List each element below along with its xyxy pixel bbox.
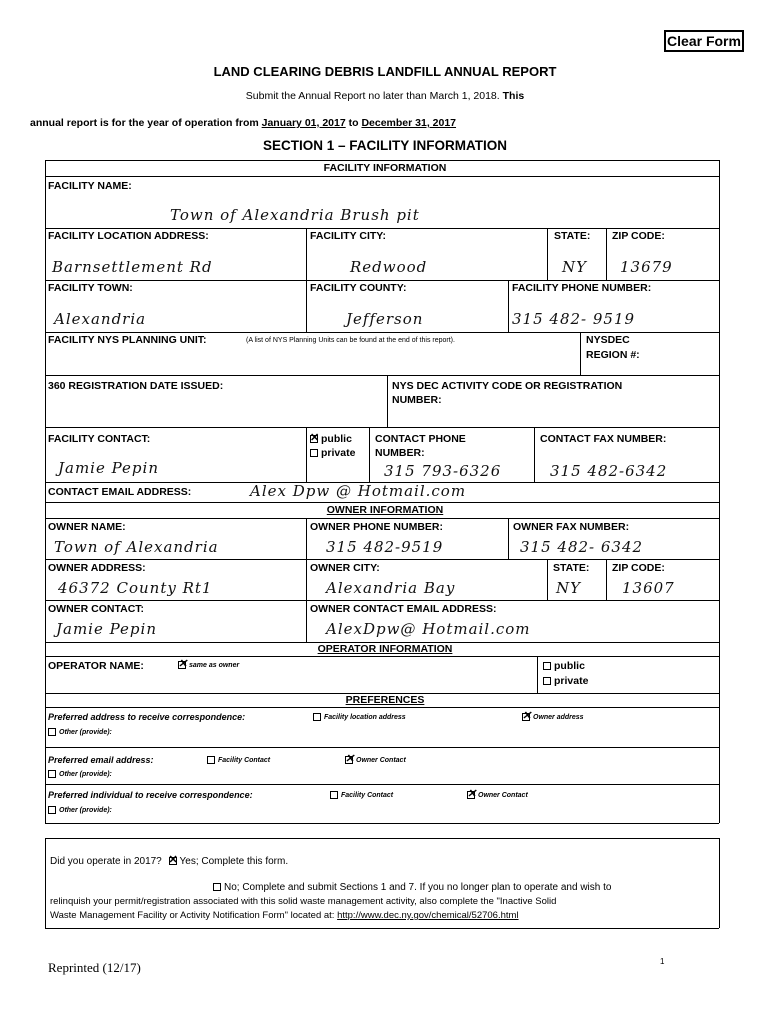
reg360-label: 360 REGISTRATION DATE ISSUED:: [48, 380, 224, 392]
owner-zip-label: ZIP CODE:: [612, 562, 665, 574]
same-as-owner-option[interactable]: ✕ same as owner: [178, 661, 239, 669]
reprinted-footer: Reprinted (12/17): [48, 960, 141, 975]
contact-fax-label: CONTACT FAX NUMBER:: [540, 433, 667, 445]
other-individual-checkbox[interactable]: [48, 806, 56, 814]
owner-address-checkbox[interactable]: [522, 713, 530, 721]
owner-state-label: STATE:: [553, 562, 590, 574]
owner-fax-field[interactable]: 315 482- 6342: [520, 538, 644, 556]
facility-county-field[interactable]: Jefferson: [346, 310, 424, 328]
owner-zip-field[interactable]: 13607: [622, 579, 675, 597]
contact-fax-field[interactable]: 315 482-6342: [550, 462, 668, 480]
contact-email-label: CONTACT EMAIL ADDRESS:: [48, 486, 192, 498]
operate-yes-text: Yes; Complete this form.: [179, 856, 289, 867]
pref-owner-address-option[interactable]: ✕ Owner address: [522, 713, 584, 721]
owner-address-label: OWNER ADDRESS:: [48, 562, 146, 574]
facility-zip-label: ZIP CODE:: [612, 230, 665, 242]
public-checkbox[interactable]: [310, 435, 318, 443]
facility-contact-field[interactable]: Jamie Pepin: [58, 459, 159, 477]
owner-name-field[interactable]: Town of Alexandria: [54, 538, 219, 556]
section-title: SECTION 1 – FACILITY INFORMATION: [262, 138, 507, 153]
year-of-operation: [30, 117, 456, 129]
year-to: December 31, 2017: [361, 117, 457, 129]
nysdec-label: NYSDEC: [586, 334, 630, 346]
owner-name-label: OWNER NAME:: [48, 521, 126, 533]
subtitle-text: Submit the Annual Report no later than March 1, 2018.: [245, 90, 500, 102]
pref-owner-contact-option[interactable]: ✕ Owner Contact: [345, 756, 406, 764]
owner-phone-field[interactable]: 315 482-9519: [326, 538, 444, 556]
contact-private-option[interactable]: private: [310, 447, 355, 459]
year-prefix: annual report is for the year of operation from: [30, 117, 259, 129]
subtitle-bold: This: [502, 90, 525, 102]
operate-yes-checkbox[interactable]: [169, 857, 177, 865]
facility-town-label: FACILITY TOWN:: [48, 282, 133, 294]
preferences-header: PREFERENCES: [345, 694, 425, 706]
clear-form-button[interactable]: Clear Form: [664, 30, 744, 52]
facility-county-label: FACILITY COUNTY:: [310, 282, 407, 294]
contact-phone-field[interactable]: 315 793-6326: [384, 462, 502, 480]
activity-code-label-2: NUMBER:: [392, 394, 442, 406]
region-label: REGION #:: [586, 349, 640, 361]
operator-info-header: OPERATOR INFORMATION: [317, 643, 453, 655]
owner-contact-checkbox[interactable]: [345, 756, 353, 764]
operator-public-option[interactable]: public: [543, 660, 585, 672]
year-from: January 01, 2017: [261, 117, 346, 129]
activity-code-label: NYS DEC ACTIVITY CODE OR REGISTRATION: [392, 380, 623, 392]
contact-public-option[interactable]: ✕public: [310, 433, 352, 445]
contact-email-field[interactable]: Alex Dpw @ Hotmail.com: [250, 482, 467, 500]
report-title: LAND CLEARING DEBRIS LANDFILL ANNUAL REPORT: [213, 64, 557, 79]
operator-private-checkbox[interactable]: [543, 677, 551, 685]
owner-fax-label: OWNER FAX NUMBER:: [513, 521, 630, 533]
private-checkbox[interactable]: [310, 449, 318, 457]
owner-state-field[interactable]: NY: [556, 579, 582, 597]
pref-address-question: Preferred address to receive correspondence:: [48, 712, 246, 722]
operator-private-option[interactable]: private: [543, 675, 588, 687]
facility-town-field[interactable]: Alexandria: [54, 310, 147, 328]
owner-contact-label: OWNER CONTACT:: [48, 603, 145, 615]
owner-phone-label: OWNER PHONE NUMBER:: [310, 521, 443, 533]
owner-contact2-checkbox[interactable]: [467, 791, 475, 799]
operate-no-line1: No; Complete and submit Sections 1 and 7. If you no longer plan to operate and wish to: [224, 882, 612, 893]
pref-other-address-option[interactable]: Other (provide):: [48, 728, 112, 736]
notification-form-link[interactable]: http://www.dec.ny.gov/chemical/52706.html: [337, 910, 519, 921]
same-as-owner-checkbox[interactable]: [178, 661, 186, 669]
owner-info-header: OWNER INFORMATION: [326, 504, 444, 516]
owner-email-label: OWNER CONTACT EMAIL ADDRESS:: [310, 603, 497, 615]
pref-individual-question: Preferred individual to receive correspondence:: [48, 790, 253, 800]
other-email-checkbox[interactable]: [48, 770, 56, 778]
pref-owner-contact2-option[interactable]: ✕ Owner Contact: [467, 791, 528, 799]
owner-city-field[interactable]: Alexandria Bay: [326, 579, 456, 597]
owner-email-field[interactable]: AlexDpw@ Hotmail.com: [326, 620, 531, 638]
operate-no-row: [213, 882, 611, 893]
facility-phone-label: FACILITY PHONE NUMBER:: [512, 282, 652, 294]
operate-no-checkbox[interactable]: [213, 883, 221, 891]
facility-phone-field[interactable]: 315 482- 9519: [512, 310, 636, 328]
owner-address-field[interactable]: 46372 County Rt1: [58, 579, 213, 597]
owner-city-label: OWNER CITY:: [310, 562, 380, 574]
planning-unit-note: (A list of NYS Planning Units can be found at the end of this report).: [246, 337, 455, 344]
contact-phone-label-2: NUMBER:: [375, 447, 425, 459]
operator-public-checkbox[interactable]: [543, 662, 551, 670]
facility-address-field[interactable]: Barnsettlement Rd: [52, 258, 213, 276]
facility-contact-label: FACILITY CONTACT:: [48, 433, 151, 445]
operate-no-line2: relinquish your permit/registration associated with this solid waste management activity, also complete the "Inactive Solid: [50, 896, 557, 907]
facility-location-checkbox[interactable]: [313, 713, 321, 721]
facility-info-header: FACILITY INFORMATION: [323, 162, 447, 174]
operate-no-line3: Waste Management Facility or Activity Notification Form" located at:: [50, 910, 335, 921]
planning-unit-label: FACILITY NYS PLANNING UNIT:: [48, 334, 207, 346]
pref-facility-contact-option[interactable]: Facility Contact: [207, 756, 270, 764]
facility-contact2-checkbox[interactable]: [330, 791, 338, 799]
operate-question-row: [50, 856, 288, 867]
operate-no-line3-row: [50, 910, 519, 921]
facility-name-field[interactable]: Town of Alexandria Brush pit: [170, 206, 420, 224]
facility-address-label: FACILITY LOCATION ADDRESS:: [48, 230, 209, 242]
pref-facility-contact2-option[interactable]: Facility Contact: [330, 791, 393, 799]
pref-other-email-option[interactable]: Other (provide):: [48, 770, 112, 778]
facility-contact-checkbox[interactable]: [207, 756, 215, 764]
pref-facility-location-option[interactable]: Facility location address: [313, 713, 406, 721]
owner-contact-field[interactable]: Jamie Pepin: [56, 620, 157, 638]
year-to-word: to: [348, 117, 359, 129]
facility-state-field[interactable]: NY: [562, 258, 588, 276]
facility-city-field[interactable]: Redwood: [350, 258, 428, 276]
facility-zip-field[interactable]: 13679: [620, 258, 673, 276]
pref-other-individual-option[interactable]: Other (provide):: [48, 806, 112, 814]
operator-name-label: OPERATOR NAME:: [48, 660, 144, 672]
facility-state-label: STATE:: [554, 230, 591, 242]
other-address-checkbox[interactable]: [48, 728, 56, 736]
report-subtitle: [0, 90, 770, 102]
page-number: 1: [660, 957, 665, 966]
operate-question: Did you operate in 2017?: [50, 856, 162, 867]
facility-city-label: FACILITY CITY:: [310, 230, 387, 242]
pref-email-question: Preferred email address:: [48, 755, 154, 765]
contact-phone-label: CONTACT PHONE: [375, 433, 466, 445]
facility-name-label: FACILITY NAME:: [48, 180, 132, 192]
